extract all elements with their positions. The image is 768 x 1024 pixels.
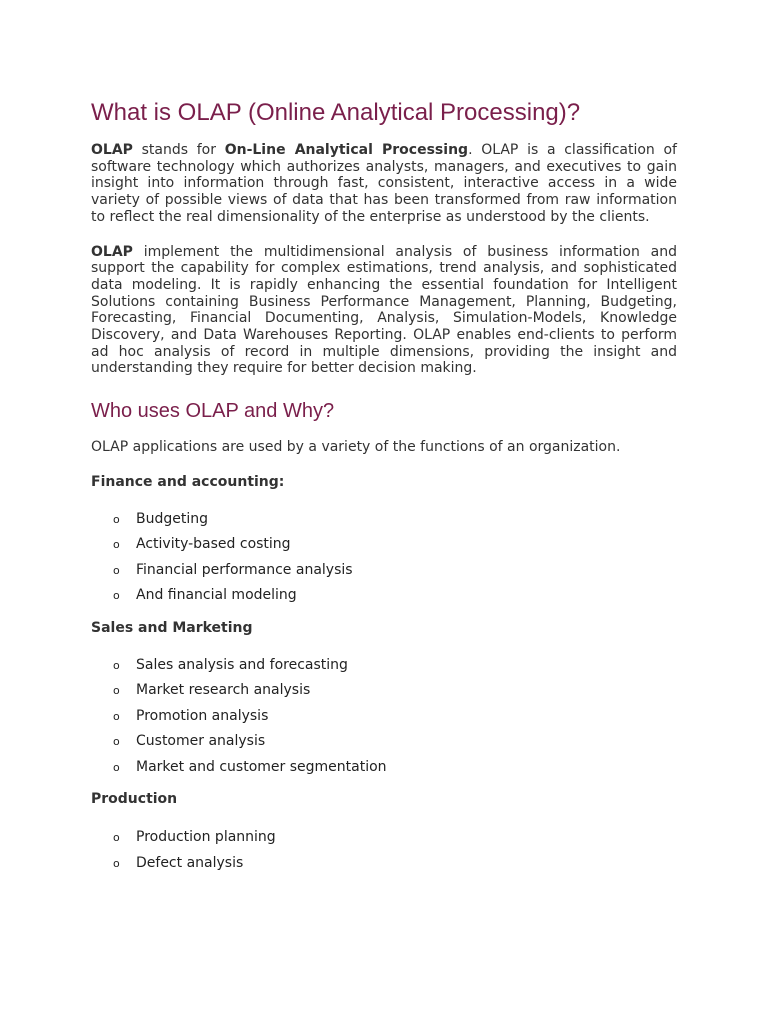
list-item: o Budgeting: [91, 507, 677, 533]
intro-rest: . OLAP is a classification of software technology which authorizes analysts, managers, and executives to gain insight into information through fast, consistent, interactive access in a wide variety of possible views of data that has been transformed from raw information to reflect the real dimensionality of the enterprise as understood by the clients.: [91, 142, 677, 225]
group-title-production: Production: [91, 791, 178, 808]
bullet-icon: o: [113, 831, 120, 845]
list-item: o Market research analysis: [91, 678, 677, 704]
bullet-icon: o: [113, 684, 120, 698]
group-title-sales: Sales and Marketing: [91, 619, 253, 636]
bullet-icon: o: [113, 735, 120, 749]
sales-list: [91, 653, 677, 781]
list-item: o Customer analysis: [91, 729, 677, 755]
bullet-icon: o: [113, 563, 120, 577]
intro-paragraph: [91, 142, 677, 226]
intro-stands-for: stands for: [132, 142, 225, 158]
intro-expansion: On-Line Analytical Processing: [224, 142, 469, 158]
olap-term: OLAP: [91, 243, 133, 260]
list-item: o Defect analysis: [91, 851, 677, 877]
bullet-icon: o: [113, 709, 120, 723]
bullet-icon: o: [113, 760, 120, 774]
bullet-icon: o: [113, 658, 120, 672]
group-title-finance: Finance and accounting:: [91, 473, 285, 490]
olap-rest: implement the multidimensional analysis of business information and support the capability for complex estimations, trend analysis, and sophisticated data modeling. It is rapidly enhancing the essential foundation for Intelligent Solutions containing Business Performance Management, Planning, Budgeting, Forecasting, Financial Documenting, Analysis, Simulation-Models, Knowledge Discovery, and Data Warehouses Reporting. OLAP enables end-clients to perform ad hoc analysis of record in multiple dimensions, providing the insight and understanding they require for better decision making.: [91, 243, 677, 377]
section-heading: Who uses OLAP and Why?: [91, 400, 335, 423]
production-list: [91, 825, 677, 876]
bullet-icon: o: [113, 856, 120, 870]
section-lead: OLAP applications are used by a variety of the functions of an organization.: [91, 439, 621, 456]
bullet-icon: o: [113, 589, 120, 603]
bullet-icon: o: [113, 512, 120, 526]
list-item: o Financial performance analysis: [91, 558, 677, 584]
bullet-icon: o: [113, 538, 120, 552]
list-item: o Activity-based costing: [91, 532, 677, 558]
document-page: [91, 96, 677, 876]
list-item: o Promotion analysis: [91, 704, 677, 730]
page-title: What is OLAP (Online Analytical Processing)?: [91, 99, 581, 126]
list-item: o And financial modeling: [91, 583, 677, 609]
olap-paragraph: [91, 244, 677, 378]
intro-term: OLAP: [91, 142, 133, 158]
list-item: o Sales analysis and forecasting: [91, 653, 677, 679]
finance-list: [91, 507, 677, 609]
list-item: o Production planning: [91, 825, 677, 851]
list-item: o Market and customer segmentation: [91, 755, 677, 781]
